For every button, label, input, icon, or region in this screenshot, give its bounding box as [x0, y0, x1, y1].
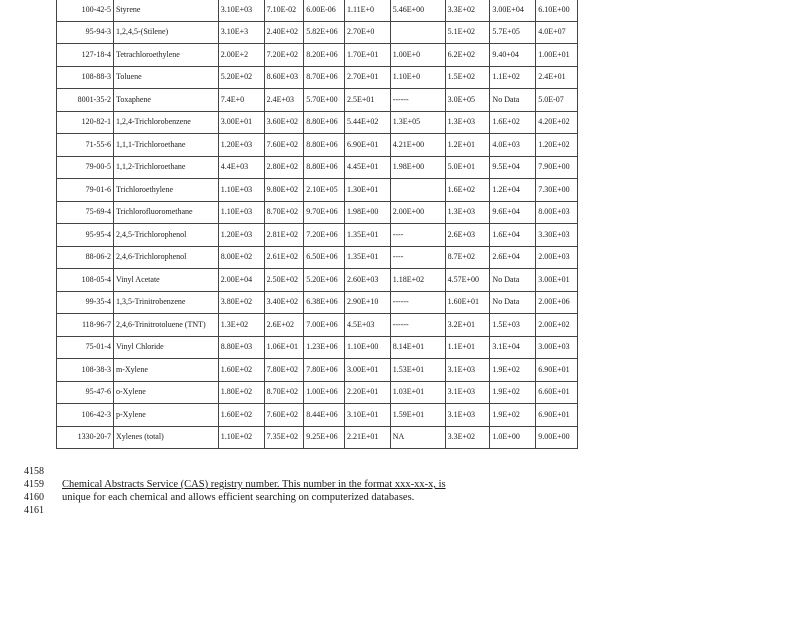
table-cell: 1.10E+00: [344, 336, 390, 359]
table-cell: 1.23E+06: [304, 336, 345, 359]
table-cell: 1.9E+02: [490, 381, 536, 404]
table-cell: 1,1,1-Trichloroethane: [113, 134, 218, 157]
table-cell: 1.70E+01: [344, 44, 390, 67]
table-cell: 100-42-5: [57, 0, 114, 21]
table-cell: 3.00E+04: [490, 0, 536, 21]
table-cell: 9.00E+00: [536, 426, 578, 449]
table-cell: Styrene: [113, 0, 218, 21]
table-cell: 9.25E+06: [304, 426, 345, 449]
table-cell: 2.81E+02: [264, 224, 304, 247]
line-number: 4158: [24, 466, 44, 477]
table-cell: 1,3,5-Trinitrobenzene: [113, 291, 218, 314]
table-cell: 1.2E+04: [490, 179, 536, 202]
table-cell: 2.6E+02: [264, 314, 304, 337]
table-cell: 1.98E+00: [390, 156, 445, 179]
table-cell: Trichlorofluoromethane: [113, 201, 218, 224]
table-cell: 8.44E+06: [304, 404, 345, 427]
table-cell: 6.90E+01: [344, 134, 390, 157]
table-cell: 4.4E+03: [218, 156, 264, 179]
table-cell: 75-01-4: [57, 336, 114, 359]
table-cell: 3.3E+02: [445, 426, 490, 449]
table-cell: 1.1E+02: [490, 66, 536, 89]
table-cell: 2.00E+03: [536, 246, 578, 269]
table-cell: ------: [390, 291, 445, 314]
table-cell: 3.2E+01: [445, 314, 490, 337]
table-cell: 1,2,4-Trichlorobenzene: [113, 111, 218, 134]
table-cell: 1.00E+01: [536, 44, 578, 67]
table-cell: 2,4,5-Trichlorophenol: [113, 224, 218, 247]
table-row: [57, 134, 578, 157]
table-cell: 5.0E+01: [445, 156, 490, 179]
footnote-line-1: [62, 479, 446, 491]
table-cell: 3.00E+01: [218, 111, 264, 134]
table-cell: 5.7E+05: [490, 21, 536, 44]
table-cell: 5.46E+00: [390, 0, 445, 21]
table-cell: 3.40E+02: [264, 291, 304, 314]
table-cell: 71-55-6: [57, 134, 114, 157]
table-cell: 1.60E+02: [218, 404, 264, 427]
table-cell: 1.3E+02: [218, 314, 264, 337]
table-cell: 1.0E+00: [490, 426, 536, 449]
table-cell: 6.10E+00: [536, 0, 578, 21]
table-row: [57, 66, 578, 89]
table-cell: 1.6E+02: [445, 179, 490, 202]
table-cell: 3.00E+03: [536, 336, 578, 359]
table-cell: Vinyl Acetate: [113, 269, 218, 292]
table-cell: 79-01-6: [57, 179, 114, 202]
table-cell: 1.20E+03: [218, 224, 264, 247]
table-cell: NA: [390, 426, 445, 449]
table-cell: 1.3E+03: [445, 111, 490, 134]
table-cell: 8001-35-2: [57, 89, 114, 112]
table-cell: 3.1E+04: [490, 336, 536, 359]
table-cell: 3.3E+02: [445, 0, 490, 21]
table-cell: 8.20E+06: [304, 44, 345, 67]
table-cell: 6.50E+06: [304, 246, 345, 269]
table-row: [57, 359, 578, 382]
table-cell: 95-47-6: [57, 381, 114, 404]
table-cell: [390, 21, 445, 44]
table-row: [57, 89, 578, 112]
table-cell: 7.60E+02: [264, 404, 304, 427]
table-cell: 8.60E+03: [264, 66, 304, 89]
table-cell: 2.00E+06: [536, 291, 578, 314]
table-cell: 8.80E+06: [304, 134, 345, 157]
table-row: [57, 201, 578, 224]
table-cell: 9.5E+04: [490, 156, 536, 179]
table-row: [57, 179, 578, 202]
footnote-text-1: Chemical Abstracts Service (CAS) registry number. This number in the format xxx-xx-x, is: [62, 479, 446, 490]
table-cell: 3.10E+03: [218, 0, 264, 21]
footnote-line-2: [62, 492, 414, 504]
table-cell: 2.50E+02: [264, 269, 304, 292]
table-cell: 2.5E+01: [344, 89, 390, 112]
table-row: [57, 336, 578, 359]
table-cell: Xylenes (total): [113, 426, 218, 449]
table-cell: 4.5E+03: [344, 314, 390, 337]
table-cell: 5.82E+06: [304, 21, 345, 44]
table-cell: 7.30E+00: [536, 179, 578, 202]
table-cell: ----: [390, 246, 445, 269]
table-cell: 8.00E+02: [218, 246, 264, 269]
table-cell: 9.80E+02: [264, 179, 304, 202]
table-cell: o-Xylene: [113, 381, 218, 404]
table-cell: 2,4,6-Trinitrotoluene (TNT): [113, 314, 218, 337]
table-cell: m-Xylene: [113, 359, 218, 382]
table-cell: 3.00E+01: [344, 359, 390, 382]
table-cell: 108-88-3: [57, 66, 114, 89]
table-row: [57, 44, 578, 67]
table-cell: 2.00E+00: [390, 201, 445, 224]
table-cell: ------: [390, 89, 445, 112]
table-cell: 2.20E+01: [344, 381, 390, 404]
table-cell: 2.6E+03: [445, 224, 490, 247]
table-cell: 1.35E+01: [344, 246, 390, 269]
table-cell: 5.1E+02: [445, 21, 490, 44]
table-cell: Toxaphene: [113, 89, 218, 112]
table-cell: 120-82-1: [57, 111, 114, 134]
table-cell: No Data: [490, 89, 536, 112]
table-row: [57, 404, 578, 427]
table-cell: 6.60E+01: [536, 381, 578, 404]
table-cell: 2.80E+02: [264, 156, 304, 179]
table-cell: 127-18-4: [57, 44, 114, 67]
table-cell: 106-42-3: [57, 404, 114, 427]
table-cell: 1.59E+01: [390, 404, 445, 427]
table-cell: 4.21E+00: [390, 134, 445, 157]
table-cell: 7.10E-02: [264, 0, 304, 21]
table-row: [57, 426, 578, 449]
table-row: [57, 291, 578, 314]
table-cell: 7.90E+00: [536, 156, 578, 179]
table-cell: 4.57E+00: [445, 269, 490, 292]
table-cell: 1.10E+0: [390, 66, 445, 89]
table-cell: Trichloroethylene: [113, 179, 218, 202]
table-cell: 75-69-4: [57, 201, 114, 224]
table-cell: 4.20E+02: [536, 111, 578, 134]
table-row: [57, 381, 578, 404]
table-cell: 2.4E+01: [536, 66, 578, 89]
table-cell: 2,4,6-Trichlorophenol: [113, 246, 218, 269]
table-cell: p-Xylene: [113, 404, 218, 427]
table-cell: No Data: [490, 269, 536, 292]
table-cell: 6.90E+01: [536, 359, 578, 382]
line-number: 4161: [24, 505, 44, 516]
table-row: [57, 21, 578, 44]
table-cell: 1.5E+02: [445, 66, 490, 89]
table-cell: 1.3E+05: [390, 111, 445, 134]
table-cell: 7.80E+06: [304, 359, 345, 382]
table-cell: 1.30E+01: [344, 179, 390, 202]
table-cell: 6.2E+02: [445, 44, 490, 67]
table-cell: 2.21E+01: [344, 426, 390, 449]
table-cell: ------: [390, 314, 445, 337]
table-cell: 3.1E+03: [445, 359, 490, 382]
table-cell: 1,1,2-Trichloroethane: [113, 156, 218, 179]
table-cell: 1.35E+01: [344, 224, 390, 247]
table-cell: 99-35-4: [57, 291, 114, 314]
table-cell: 1.10E+02: [218, 426, 264, 449]
table-cell: 1.00E+0: [390, 44, 445, 67]
table-cell: 7.20E+06: [304, 224, 345, 247]
table-cell: 7.00E+06: [304, 314, 345, 337]
table-cell: 2.00E+04: [218, 269, 264, 292]
table-cell: 1.3E+03: [445, 201, 490, 224]
table-cell: 8.70E+02: [264, 201, 304, 224]
table-cell: 3.1E+03: [445, 381, 490, 404]
table-cell: 1.2E+01: [445, 134, 490, 157]
table-cell: 6.00E-06: [304, 0, 345, 21]
table-cell: 1.80E+02: [218, 381, 264, 404]
table-cell: 108-05-4: [57, 269, 114, 292]
table-cell: 1.5E+03: [490, 314, 536, 337]
table-row: [57, 246, 578, 269]
table-cell: 1.00E+06: [304, 381, 345, 404]
table-cell: 4.0E+03: [490, 134, 536, 157]
table-row: [57, 0, 578, 21]
table-cell: 1.20E+03: [218, 134, 264, 157]
table-cell: 9.6E+04: [490, 201, 536, 224]
table-cell: 2.90E+10: [344, 291, 390, 314]
table-row: [57, 314, 578, 337]
table-row: [57, 156, 578, 179]
table-cell: 1.18E+02: [390, 269, 445, 292]
table-cell: 1.6E+02: [490, 111, 536, 134]
table-cell: Tetrachloroethylene: [113, 44, 218, 67]
table-cell: 5.20E+02: [218, 66, 264, 89]
table-cell: 2.70E+01: [344, 66, 390, 89]
table-cell: 4.0E+07: [536, 21, 578, 44]
table-cell: 8.80E+06: [304, 156, 345, 179]
table-cell: 7.4E+0: [218, 89, 264, 112]
table-cell: 1330-20-7: [57, 426, 114, 449]
table-cell: 1.20E+02: [536, 134, 578, 157]
table-cell: 3.80E+02: [218, 291, 264, 314]
table-cell: 6.38E+06: [304, 291, 345, 314]
table-row: [57, 269, 578, 292]
table-cell: 1.6E+04: [490, 224, 536, 247]
table-cell: 2.10E+05: [304, 179, 345, 202]
table-cell: Vinyl Chloride: [113, 336, 218, 359]
line-number: 4160: [24, 492, 44, 503]
footnote-text-2: unique for each chemical and allows efficient searching on computerized databases.: [62, 492, 415, 503]
table-cell: No Data: [490, 291, 536, 314]
table-cell: 7.80E+02: [264, 359, 304, 382]
table-cell: 8.80E+06: [304, 111, 345, 134]
table-cell: 118-96-7: [57, 314, 114, 337]
table-cell: 3.10E+01: [344, 404, 390, 427]
table-cell: 8.70E+02: [264, 381, 304, 404]
table-cell: 8.00E+03: [536, 201, 578, 224]
table-cell: 1.53E+01: [390, 359, 445, 382]
table-cell: 7.35E+02: [264, 426, 304, 449]
table-cell: 2.00E+02: [536, 314, 578, 337]
table-cell: 1.1E+01: [445, 336, 490, 359]
table-cell: 3.00E+01: [536, 269, 578, 292]
table-cell: 8.70E+06: [304, 66, 345, 89]
table-cell: 8.80E+03: [218, 336, 264, 359]
table-cell: 3.0E+05: [445, 89, 490, 112]
table-cell: 5.70E+00: [304, 89, 345, 112]
table-cell: 95-94-3: [57, 21, 114, 44]
table-cell: 8.14E+01: [390, 336, 445, 359]
table-cell: 1.03E+01: [390, 381, 445, 404]
table-cell: 2.00E+2: [218, 44, 264, 67]
table-cell: 2.60E+03: [344, 269, 390, 292]
table-cell: 95-95-4: [57, 224, 114, 247]
line-number: 4159: [24, 479, 44, 490]
table-cell: 1.9E+02: [490, 359, 536, 382]
table-cell: 1.9E+02: [490, 404, 536, 427]
table-cell: 5.44E+02: [344, 111, 390, 134]
table-cell: 1.06E+01: [264, 336, 304, 359]
table-cell: 79-00-5: [57, 156, 114, 179]
table-cell: 3.30E+03: [536, 224, 578, 247]
table-cell: 1.10E+03: [218, 179, 264, 202]
table-cell: 3.10E+3: [218, 21, 264, 44]
table-cell: 7.60E+02: [264, 134, 304, 157]
table-body: [57, 0, 578, 449]
table-cell: 1.11E+0: [344, 0, 390, 21]
table-cell: 1.60E+02: [218, 359, 264, 382]
table-cell: 5.0E-07: [536, 89, 578, 112]
table-row: [57, 224, 578, 247]
table-cell: ----: [390, 224, 445, 247]
table-cell: [390, 179, 445, 202]
table-cell: 1.60E+01: [445, 291, 490, 314]
table-cell: 8.7E+02: [445, 246, 490, 269]
table-cell: 2.40E+02: [264, 21, 304, 44]
table-cell: 3.1E+03: [445, 404, 490, 427]
table-cell: 1.98E+00: [344, 201, 390, 224]
table-cell: 5.20E+06: [304, 269, 345, 292]
table-row: [57, 111, 578, 134]
table-cell: 1,2,4,5-(Stilene): [113, 21, 218, 44]
table-cell: 6.90E+01: [536, 404, 578, 427]
table-cell: 2.6E+04: [490, 246, 536, 269]
table-cell: 4.45E+01: [344, 156, 390, 179]
table-cell: 9.70E+06: [304, 201, 345, 224]
table-cell: Toluene: [113, 66, 218, 89]
table-cell: 2.70E+0: [344, 21, 390, 44]
table-cell: 88-06-2: [57, 246, 114, 269]
table-cell: 108-38-3: [57, 359, 114, 382]
table-cell: 7.20E+02: [264, 44, 304, 67]
table-cell: 3.60E+02: [264, 111, 304, 134]
table-cell: 2.4E+03: [264, 89, 304, 112]
table-cell: 1.10E+03: [218, 201, 264, 224]
table-cell: 9.40+04: [490, 44, 536, 67]
chemical-properties-table: [56, 0, 578, 449]
table-cell: 2.61E+02: [264, 246, 304, 269]
